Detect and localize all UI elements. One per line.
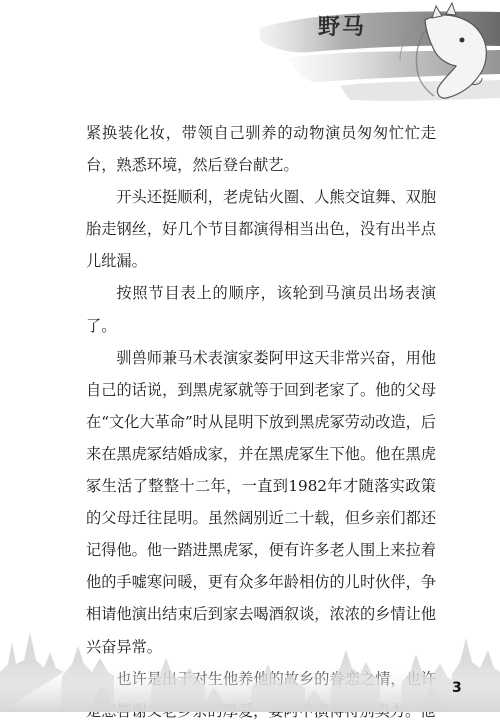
- book-title-header: 野马: [318, 14, 367, 40]
- forest-silhouette-illustration: [0, 602, 500, 712]
- paragraph-1: 紧换装化妆，带领自己驯养的动物演员匆匆忙忙走台，熟悉环境，然后登台献艺。: [86, 124, 436, 175]
- paragraph-2: 开头还挺顺利，老虎钻火圈、人熊交谊舞、双胞胎走钢丝，好几个节目都演得相当出色，没有出半点儿纰漏。: [86, 188, 436, 271]
- page-number: 3: [452, 680, 462, 696]
- paragraph-4: 驯兽师兼马术表演家娄阿甲这天非常兴奋，用他自己的话说，到黑虎冢就等于回到老家了。他的父母在“文化大革命”时从昆明下放到黑虎冢劳动改造，后来在黑虎冢结婚成家，并在黑虎冢生下他。他在黑虎冢生活了整整十二年，一直到1982年才随落实政策的父母迁往昆明。虽然阔别近二十载，但乡亲们都还记得他。他一踏进黑虎冢，便有许多老人围上来拉着他的手嘘寒问暖，更有众多年龄相仿的儿时伙伴，争相请他演出结束后到家去喝酒叙谈，浓浓的乡情让他兴奋异常。: [86, 348, 436, 656]
- paragraph-3: 按照节目表上的顺序，该轮到马演员出场表演了。: [86, 284, 436, 335]
- header-horse-illustration: [250, 0, 500, 110]
